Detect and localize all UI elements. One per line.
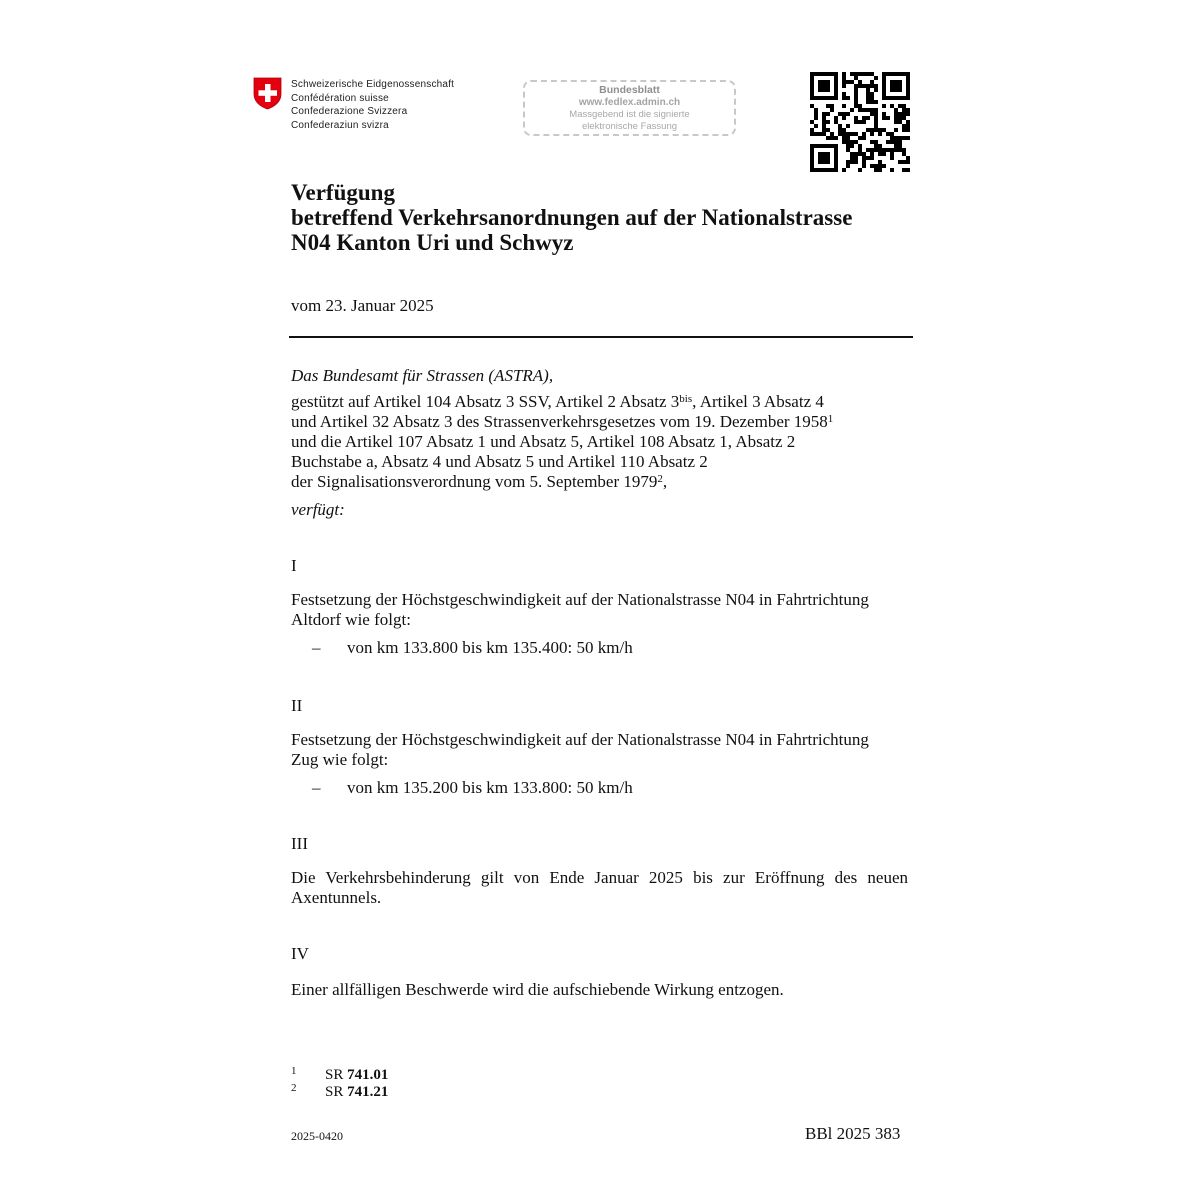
- legal-basis-line-4: Buchstabe a, Absatz 4 und Absatz 5 und Artikel 110 Absatz 2: [291, 452, 708, 471]
- title-line-2: betreffend Verkehrsanordnungen auf der Nationalstrasse: [291, 205, 853, 230]
- list-dash: –: [312, 778, 321, 797]
- stamp-title: Bundesblatt: [599, 84, 660, 96]
- legal-basis-line-5: der Signalisationsverordnung vom 5. September 1979$^2$,: [291, 472, 668, 491]
- federation-name-rm: Confederaziun svizra: [291, 119, 389, 131]
- legal-basis-line-1: gestützt auf Artikel 104 Absatz 3 SSV, Artikel 2 Absatz $3^{bis}$, Artikel 3 Absatz 4: [291, 392, 824, 411]
- issuing-authority: Das Bundesamt für Strassen (ASTRA),: [291, 366, 554, 385]
- federation-name-it: Confederazione Svizzera: [291, 106, 408, 117]
- qr-code-icon: [810, 72, 910, 172]
- federation-name-de: Schweizerische Eidgenossenschaft: [291, 79, 455, 90]
- bbl-citation: BBl 2025 383: [805, 1124, 901, 1143]
- title-line-1: Verfügung: [291, 180, 395, 205]
- section-1-line-1: Festsetzung der Höchstgeschwindigkeit auf der Nationalstrasse N04 in Fahrtrichtung: [291, 590, 869, 609]
- footnote-ref-2[interactable]: 2: [657, 473, 663, 485]
- footnote-2-ref[interactable]: 741.21: [347, 1084, 389, 1100]
- document-title: [291, 180, 852, 255]
- section-number-3: III: [291, 834, 308, 853]
- footnote-1: 1 SR 741.01: [291, 1065, 389, 1083]
- footnote-1-ref[interactable]: 741.01: [347, 1067, 389, 1083]
- section-3-line-2: Axentunnels.: [291, 888, 382, 907]
- section-3-text: [291, 868, 908, 908]
- legal-basis-line-2: und Artikel 32 Absatz 3 des Strassenverkehrsgesetzes vom 19. Dezember 1958$^1$: [291, 412, 834, 431]
- stamp-note-line-2: elektronische Fassung: [581, 120, 678, 132]
- section-2-list-item: – von km 135.200 bis km 133.800: 50 km/h: [291, 778, 633, 798]
- footnote-1-mark: 1: [291, 1065, 297, 1077]
- title-divider: [289, 336, 913, 338]
- section-2-line-1: Festsetzung der Höchstgeschwindigkeit auf der Nationalstrasse N04 in Fahrtrichtung: [291, 730, 869, 749]
- swiss-crest-icon: [253, 77, 282, 110]
- section-3-line-1: Die Verkehrsbehinderung gilt von Ende Januar 2025 bis zur Eröffnung des neuen: [291, 868, 908, 887]
- legal-basis-line-3: und die Artikel 107 Absatz 1 und Absatz 5, Artikel 108 Absatz 1, Absatz 2: [291, 432, 796, 451]
- document-date: vom 23. Januar 2025: [291, 296, 434, 315]
- document-id: 2025-0420: [291, 1129, 343, 1143]
- legal-basis: [291, 392, 921, 492]
- section-1-line-2: Altdorf wie folgt:: [291, 610, 411, 629]
- section-4-text: Einer allfälligen Beschwerde wird die aufschiebende Wirkung entzogen.: [291, 980, 784, 999]
- section-number-2: II: [291, 696, 303, 715]
- section-number-4: IV: [291, 944, 309, 963]
- superscript-bis: bis: [679, 393, 693, 405]
- list-dash: –: [312, 638, 321, 657]
- section-1-list-item: – von km 133.800 bis km 135.400: 50 km/h: [291, 638, 633, 658]
- title-line-3: N04 Kanton Uri und Schwyz: [291, 230, 574, 255]
- federation-name-fr: Confédération suisse: [291, 92, 389, 104]
- federation-name-block: [291, 78, 454, 132]
- section-1-text: [291, 590, 911, 630]
- stamp-url[interactable]: www.fedlex.admin.ch: [578, 97, 681, 108]
- decree-verb: verfügt:: [291, 500, 345, 519]
- bundesblatt-stamp: [523, 80, 736, 136]
- footnote-2: 2 SR 741.21: [291, 1082, 389, 1100]
- section-2-text: [291, 730, 911, 770]
- footnote-ref-1[interactable]: 1: [827, 413, 834, 425]
- section-2-line-2: Zug wie folgt:: [291, 750, 389, 769]
- footnote-2-mark: 2: [291, 1082, 297, 1094]
- section-number-1: I: [291, 556, 297, 575]
- stamp-note-line-1: Massgebend ist die signierte: [569, 109, 690, 120]
